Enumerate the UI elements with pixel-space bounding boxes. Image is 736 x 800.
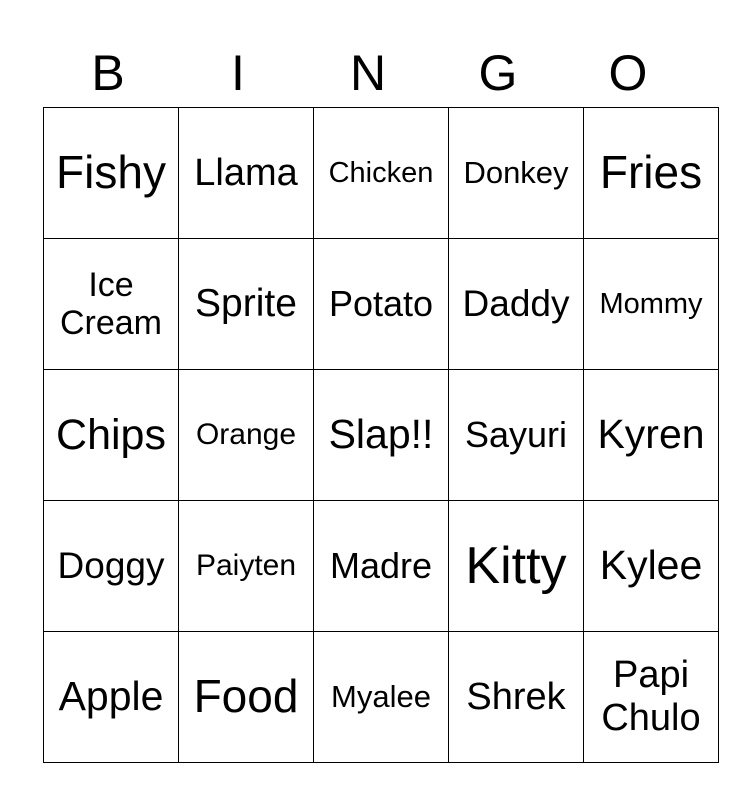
bingo-cell: Sayuri xyxy=(449,370,584,501)
bingo-cell: Potato xyxy=(314,239,449,370)
bingo-cell: Mommy xyxy=(584,239,719,370)
bingo-cell: Apple xyxy=(44,632,179,763)
bingo-cell: Madre xyxy=(314,501,449,632)
bingo-cell: Paiyten xyxy=(179,501,314,632)
bingo-cell: Chips xyxy=(44,370,179,501)
header-letter-b: B xyxy=(91,45,125,101)
bingo-cell: Chicken xyxy=(314,108,449,239)
board-row xyxy=(44,108,719,239)
bingo-cell: Doggy xyxy=(44,501,179,632)
board-row xyxy=(44,370,719,501)
bingo-cell: Kitty xyxy=(449,501,584,632)
bingo-cell: Orange xyxy=(179,370,314,501)
bingo-cell: Kyren xyxy=(584,370,719,501)
bingo-cell: Papi Chulo xyxy=(584,632,719,763)
board-row xyxy=(44,501,719,632)
bingo-header xyxy=(43,40,693,106)
bingo-cell: Fishy xyxy=(44,108,179,239)
header-letter-i: I xyxy=(231,45,245,101)
header-letter-n: N xyxy=(349,45,387,101)
bingo-cell: Food xyxy=(179,632,314,763)
bingo-cell: Shrek xyxy=(449,632,584,763)
bingo-cell: Sprite xyxy=(179,239,314,370)
bingo-cell: Ice Cream xyxy=(44,239,179,370)
header-letter-g: G xyxy=(478,45,518,101)
header-letter-o: O xyxy=(608,45,648,101)
bingo-cell: Daddy xyxy=(449,239,584,370)
board-row xyxy=(44,239,719,370)
bingo-cell: Fries xyxy=(584,108,719,239)
bingo-board xyxy=(43,107,719,763)
board-row xyxy=(44,632,719,763)
bingo-cell: Myalee xyxy=(314,632,449,763)
bingo-cell: Slap!! xyxy=(314,370,449,501)
bingo-cell: Donkey xyxy=(449,108,584,239)
bingo-cell: Kylee xyxy=(584,501,719,632)
bingo-cell: Llama xyxy=(179,108,314,239)
